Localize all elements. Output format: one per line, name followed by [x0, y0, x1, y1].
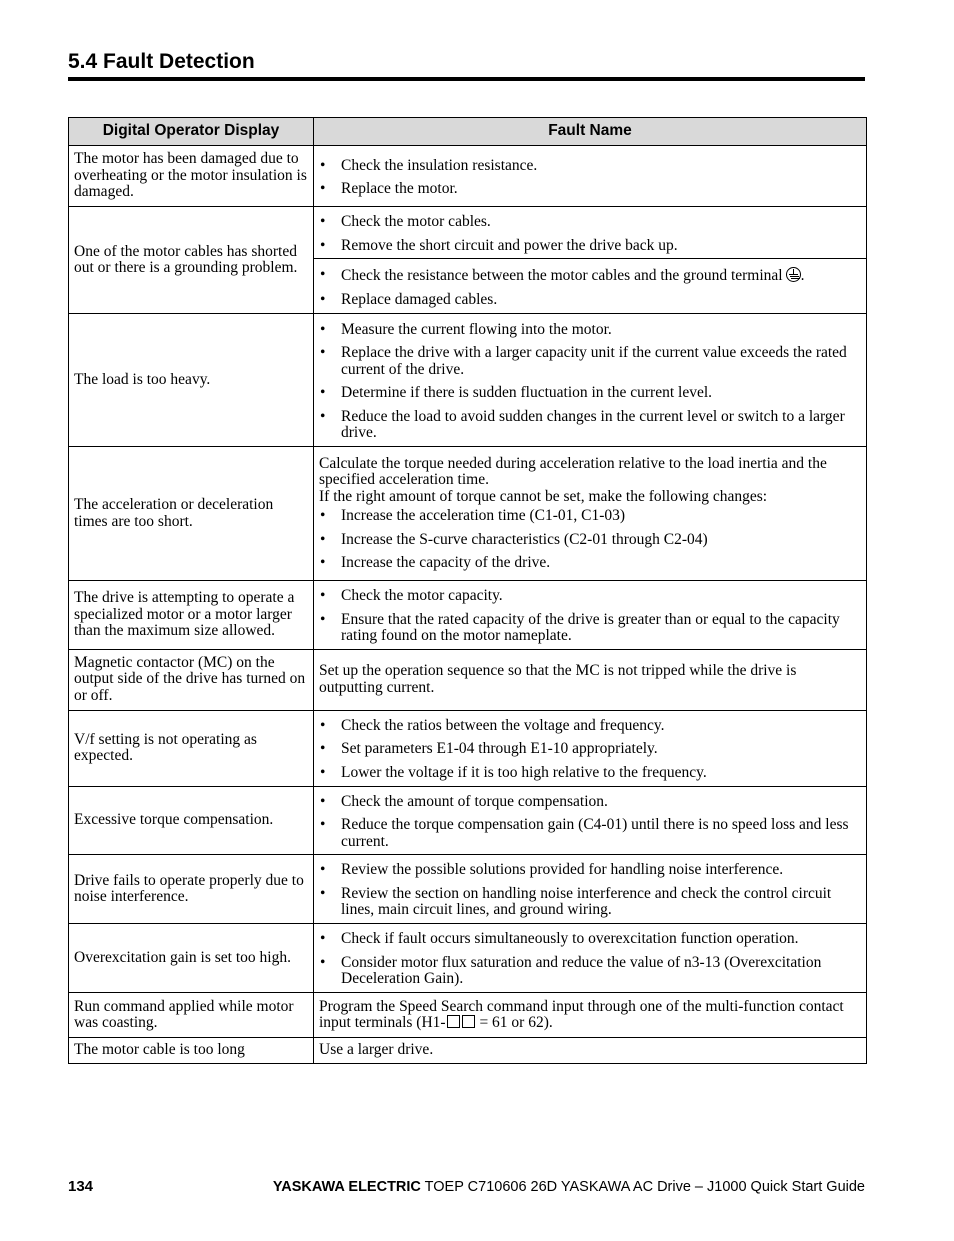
fault-table: [68, 117, 867, 1064]
list-item: • Review the section on handling noise interference and check the control circuit lines, main circuit lines, and ground wiring.: [319, 886, 861, 919]
cause-cell: The drive is attempting to operate a specialized motor or a motor larger than the maximum size allowed.: [69, 581, 314, 650]
list-item: • Set parameters E1-04 through E1-10 appropriately.: [319, 741, 861, 758]
footer-doc-title: [273, 1179, 865, 1195]
table-header-row: [69, 118, 867, 146]
footer-brand: YASKAWA ELECTRIC: [272, 1179, 421, 1195]
list-item: • Increase the capacity of the drive.: [319, 555, 861, 572]
table-row: [69, 581, 867, 650]
remedy-cell: [314, 786, 867, 855]
cause-cell: The motor has been damaged due to overheating or the motor insulation is damaged.: [69, 146, 314, 207]
section-title: 5.4 Fault Detection: [68, 50, 255, 73]
table-row: [69, 993, 867, 1038]
cause-cell: The motor cable is too long: [69, 1038, 314, 1064]
list-item: • Check the ratios between the voltage and frequency.: [319, 718, 861, 735]
table-row: [69, 447, 867, 581]
table-row: [69, 146, 867, 207]
remedy-cell: [314, 855, 867, 924]
table-row: [69, 1038, 867, 1064]
cause-cell: Run command applied while motor was coasting.: [69, 993, 314, 1038]
list-item: • Replace the motor.: [319, 181, 861, 198]
table-row: [69, 855, 867, 924]
table-row: [69, 314, 867, 447]
remedy-cell: [314, 207, 867, 259]
list-item: • Measure the current flowing into the motor.: [319, 322, 861, 339]
cause-cell: One of the motor cables has shorted out or there is a grounding problem.: [69, 207, 314, 314]
list-item: • Lower the voltage if it is too high relative to the frequency.: [319, 765, 861, 782]
list-item: • Ensure that the rated capacity of the drive is greater than or equal to the capacity rating found on the motor nameplate.: [319, 612, 861, 645]
remedy-cell: Set up the operation sequence so that the MC is not tripped while the drive is outputting current.: [314, 649, 867, 710]
list-item: • Determine if there is sudden fluctuation in the current level.: [319, 385, 861, 402]
cause-cell: V/f setting is not operating as expected.: [69, 710, 314, 786]
list-item: • Check if fault occurs simultaneously to overexcitation function operation.: [319, 931, 861, 948]
placeholder-box-icon: [447, 1015, 460, 1028]
remedy-cell: [314, 924, 867, 993]
page-number: 134: [68, 1178, 94, 1195]
table-row: [69, 786, 867, 855]
header-digital-operator-display: Digital Operator Display: [69, 118, 314, 146]
list-item: • Check the insulation resistance.: [319, 158, 861, 175]
list-item: • Replace the drive with a larger capacity unit if the current value exceeds the rated current of the drive.: [319, 345, 861, 378]
list-item: • Reduce the load to avoid sudden changes in the current level or switch to a larger drive.: [319, 409, 861, 442]
list-item: • Increase the S-curve characteristics (C2-01 through C2-04): [319, 532, 861, 549]
remedy-intro: Calculate the torque needed during acceleration relative to the load inertia and the specified acceleration time.: [319, 454, 827, 488]
remedy-cell: [314, 259, 867, 314]
remedy-cell: [314, 146, 867, 207]
list-item: • Check the motor capacity.: [319, 588, 861, 605]
remedy-cell: Use a larger drive.: [314, 1038, 867, 1064]
cause-cell: Drive fails to operate properly due to noise interference.: [69, 855, 314, 924]
remedy-cell: [314, 993, 867, 1038]
table-row: [69, 649, 867, 710]
remedy-cell: [314, 447, 867, 581]
table-row: [69, 710, 867, 786]
cause-cell: The acceleration or deceleration times are too short.: [69, 447, 314, 581]
list-item: • Check the amount of torque compensation.: [319, 794, 861, 811]
remedy-intro-2: If the right amount of torque cannot be set, make the following changes:: [319, 487, 768, 505]
list-item: • Increase the acceleration time (C1-01, C1-03): [319, 508, 861, 525]
list-item: • Replace damaged cables.: [319, 292, 861, 309]
list-item: • Review the possible solutions provided for handling noise interference.: [319, 862, 861, 879]
list-item: • Remove the short circuit and power the drive back up.: [319, 238, 861, 255]
remedy-text-b: = 61 or 62).: [475, 1014, 553, 1031]
ground-terminal-icon: [786, 267, 801, 282]
remedy-text-a: Program the Speed Search command input through one of the multi-function contact input terminals (H1-: [319, 997, 844, 1031]
list-item: • Check the resistance between the motor cables and the ground terminal .: [319, 267, 861, 285]
list-item-text: Check the resistance between the motor cables and the ground terminal: [341, 267, 783, 284]
cause-cell: Overexcitation gain is set too high.: [69, 924, 314, 993]
remedy-cell: [314, 710, 867, 786]
list-item: • Reduce the torque compensation gain (C4-01) until there is no speed loss and less current.: [319, 817, 861, 850]
list-item: • Consider motor flux saturation and reduce the value of n3-13 (Overexcitation Deceleration Gain).: [319, 955, 861, 988]
cause-cell: Excessive torque compensation.: [69, 786, 314, 855]
footer-doc: TOEP C710606 26D YASKAWA AC Drive – J1000 Quick Start Guide: [420, 1179, 865, 1195]
table-row: [69, 924, 867, 993]
remedy-cell: [314, 581, 867, 650]
cause-cell: The load is too heavy.: [69, 314, 314, 447]
title-rule: [68, 77, 865, 81]
remedy-cell: [314, 314, 867, 447]
list-item: • Check the motor cables.: [319, 214, 861, 231]
table-row: [69, 207, 867, 259]
placeholder-box-icon: [462, 1015, 475, 1028]
header-fault-name: Fault Name: [314, 118, 867, 146]
cause-cell: Magnetic contactor (MC) on the output side of the drive has turned on or off.: [69, 649, 314, 710]
